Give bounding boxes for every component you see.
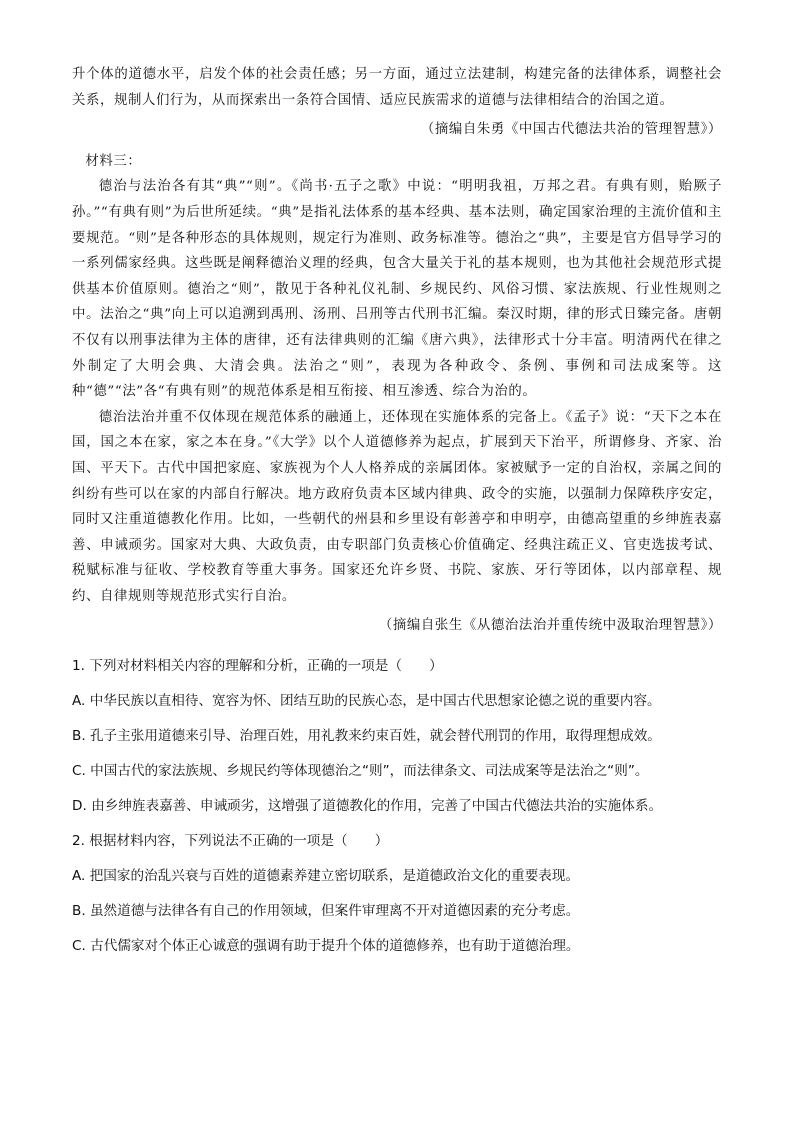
question-1: [72, 653, 722, 819]
passage-continuation: 升个体的道德水平，启发个体的社会责任感；另一方面，通过立法建制，构建完备的法律体系，调整社会关系，规制人们行为，从而探索出一条符合国情、适应民族需求的道德与法律相结合的治国之道。: [72, 67, 722, 108]
source-citation-1: （摘编自朱勇《中国古代德法共治的管理智慧》）: [420, 122, 722, 138]
material-3-heading: 材料三：: [85, 153, 142, 169]
option-c[interactable]: C. 中国古代的家法族规、乡规民约等体现德治之“则”，而法律条文、司法成案等是法治之“则”。: [72, 763, 649, 780]
question-stem: 2. 根据材料内容，下列说法不正确的一项是（ ）: [72, 833, 389, 850]
source-citation-2: （摘编自张生《从德治法治并重传统中汲取治理智慧》）: [378, 618, 722, 634]
document-page: [72, 62, 722, 968]
option-a[interactable]: A. 把国家的治乱兴衰与百姓的道德素养建立密切联系，是道德政治文化的重要表现。: [72, 868, 580, 885]
option-b[interactable]: B. 孔子主张用道德来引导、治理百姓，用礼教来约束百姓，就会替代刑罚的作用，取得理想成效。: [72, 728, 661, 745]
question-stem: 1. 下列对材料相关内容的理解和分析，正确的一项是（ ）: [72, 658, 443, 675]
option-a[interactable]: A. 中华民族以直相待、宽容为怀、团结互助的民族心态，是中国古代思想家论德之说的重要内容。: [72, 693, 661, 710]
question-2: [72, 828, 722, 959]
material-3-paragraph-1: 德治与法治各有其“典”“则”。《尚书·五子之歌》中说：“明明我祖，万邦之君。有典有则，贻厥子孙。”“有典有则”为后世所延续。“典”是指礼法体系的基本经典、基本法则，确定国家治理的主流价值和主要规范。“则”是各种形态的具体规则，规定行为准则、政务标准等。德治之“典”，主要是官方倡导学习的一系列儒家经典。这些既是阐释德治义理的经典，包含大量关于礼的基本规则，也为其他社会规范形式提供基本价值原则。德治之“则”，散见于各种礼仪礼制、乡规民约、风俗习惯、家法族规、行业性规则之中。法治之“典”向上可以追溯到禹刑、汤刑、吕刑等古代刑书汇编。秦汉时期，律的形式日臻完备。唐朝不仅有以刑事法律为主体的唐律，还有法律典则的汇编《唐六典》，法律形式十分丰富。明清两代在律之外制定了大明会典、大清会典。法治之“则”，表现为各种政令、条例、事例和司法成案等。这种“德”“法”各“有典有则”的规范体系是相互衔接、相互渗透、综合为治的。: [72, 179, 722, 400]
material-3-paragraph-2: 德治法治并重不仅体现在规范体系的融通上，还体现在实施体系的完备上。《孟子》说：“天下之本在国，国之本在家，家之本在身。”《大学》以个人道德修养为起点，扩展到天下治平，所谓修身、齐家、治国、平天下。古代中国把家庭、家族视为个人人格养成的亲属团体。家被赋予一定的自治权，亲属之间的纠纷有些可以在家的内部自行解决。地方政府负责本区域内律典、政令的实施，以强制力保障秩序安定，同时又注重道德教化作用。比如，一些朝代的州县和乡里设有彰善亭和申明亭，由德高望重的乡绅旌表嘉善、申诫顽劣。国家对大典、大政负责，由专职部门负责核心价值确定、经典注疏正义、官吏选拔考试、税赋标准与征收、学校教育等重大事务。国家还允许乡贤、书院、家族、牙行等团体，以内部章程、规约、自律规则等规范形式实行自治。: [72, 409, 722, 604]
option-c[interactable]: C. 古代儒家对个体正心诚意的强调有助于提升个体的道德修养，也有助于道德治理。: [72, 938, 580, 955]
option-b[interactable]: B. 虽然道德与法律各有自己的作用领域，但案件审理离不开对道德因素的充分考虑。: [72, 903, 580, 920]
option-d[interactable]: D. 由乡绅旌表嘉善、申诫顽劣，这增强了道德教化的作用，完善了中国古代德法共治的实施体系。: [72, 798, 663, 815]
